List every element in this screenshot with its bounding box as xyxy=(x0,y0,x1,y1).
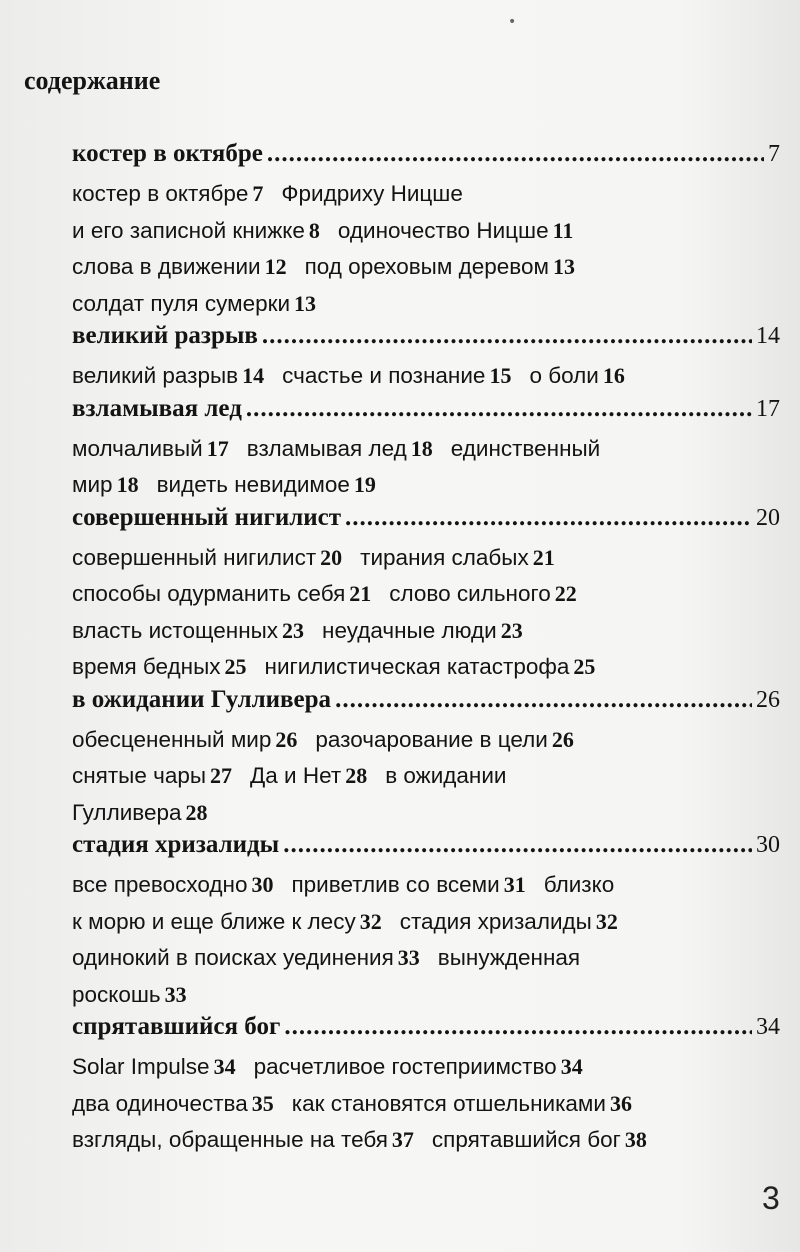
entry-title: расчетливое гостеприимство xyxy=(253,1054,557,1079)
entry-page-number: 21 xyxy=(532,544,555,570)
dot-leader xyxy=(262,322,752,350)
section-page-number: 7 xyxy=(768,141,780,167)
section-title-row xyxy=(72,686,780,722)
entry-page-number: 35 xyxy=(251,1090,274,1116)
entry-page-number: 28 xyxy=(185,799,208,825)
entry-page-number: 34 xyxy=(213,1054,236,1079)
entry-title: Да и Нет xyxy=(250,763,342,788)
entry-title: Solar Impulse xyxy=(72,1054,210,1079)
entry-page-number: 26 xyxy=(275,726,298,752)
entry-title: обесцененный мир xyxy=(72,726,272,752)
entry-title: роскошь xyxy=(72,981,161,1007)
entry-page-number: 31 xyxy=(503,872,526,897)
entry-title: взламывая лед xyxy=(246,435,407,461)
entry-title: о боли xyxy=(529,363,599,388)
entry-page-number: 19 xyxy=(353,472,376,497)
entry-line xyxy=(72,1086,780,1123)
section-title: великий разрыв xyxy=(72,322,258,349)
entry-line xyxy=(72,467,780,504)
dot-leader xyxy=(335,686,752,714)
entry-title: стадия хризалиды xyxy=(399,908,592,934)
entry-title: молчаливый xyxy=(72,435,203,461)
entry-page-number: 38 xyxy=(624,1127,647,1152)
entry-page-number: 7 xyxy=(252,181,264,206)
section-page-number: 30 xyxy=(756,832,780,858)
entry-title: способы одурманить себя xyxy=(72,581,346,606)
entry-page-number: 8 xyxy=(308,217,320,243)
entry-page-number: 28 xyxy=(345,763,368,788)
entry-line xyxy=(72,249,780,286)
section-title-row xyxy=(72,322,780,358)
dot-leader xyxy=(267,140,764,168)
entry-page-number: 23 xyxy=(500,617,523,643)
entry-line xyxy=(72,576,780,613)
entry-title: к морю и еще ближе к лесу xyxy=(72,908,356,934)
entry-title: близко xyxy=(543,872,615,897)
entry-title: тирания слабых xyxy=(360,544,529,570)
entry-line xyxy=(72,977,780,1014)
entry-title: и его записной книжке xyxy=(72,217,305,243)
entry-title: Фридриху Ницше xyxy=(281,181,463,206)
entry-title: два одиночества xyxy=(72,1090,248,1116)
entry-title: костер в октябре xyxy=(72,181,249,206)
entry-page-number: 37 xyxy=(391,1127,414,1152)
section-title-row xyxy=(72,1013,780,1049)
entry-title: одинокий в поисках уединения xyxy=(72,945,394,970)
entry-page-number: 17 xyxy=(206,435,229,461)
entry-line xyxy=(72,213,780,250)
dot-leader xyxy=(283,831,752,859)
entry-page-number: 33 xyxy=(397,945,420,970)
entry-page-number: 25 xyxy=(573,654,596,679)
entry-line xyxy=(72,1049,780,1086)
entry-page-number: 12 xyxy=(264,254,287,279)
stray-mark: • xyxy=(508,14,517,30)
contents-heading: содержание xyxy=(24,66,161,95)
entry-line xyxy=(72,613,780,650)
entry-title: взгляды, обращенные на тебя xyxy=(72,1127,388,1152)
entry-page-number: 32 xyxy=(359,908,382,934)
entry-line xyxy=(72,649,780,686)
entry-title: разочарование в цели xyxy=(315,726,548,752)
entry-line xyxy=(72,358,780,395)
section-title: в ожидании Гулливера xyxy=(72,685,332,713)
section-title: взламывая лед xyxy=(72,394,242,422)
entry-page-number: 13 xyxy=(294,290,317,316)
entry-title: время бедных xyxy=(72,654,221,679)
dot-leader xyxy=(345,504,752,532)
entry-title: видеть невидимое xyxy=(156,472,350,497)
entry-page-number: 21 xyxy=(349,581,372,606)
entry-title: спрятавшийся бог xyxy=(431,1127,621,1152)
section-page-number: 26 xyxy=(756,686,780,713)
entry-line xyxy=(72,940,780,977)
entry-title: приветлив со всеми xyxy=(291,872,500,897)
section-title-row xyxy=(72,831,780,867)
entry-page-number: 13 xyxy=(552,254,575,279)
entry-line xyxy=(72,867,780,904)
entry-line xyxy=(72,286,780,323)
section-title: костер в октябре xyxy=(72,140,263,167)
section-page-number: 34 xyxy=(756,1014,780,1040)
entry-page-number: 22 xyxy=(554,581,577,606)
entry-line xyxy=(72,904,780,941)
entry-title: счастье и познание xyxy=(282,363,486,388)
entry-page-number: 18 xyxy=(410,435,433,461)
entry-line xyxy=(72,1122,780,1159)
section-title-row xyxy=(72,395,780,431)
entry-title: слова в движении xyxy=(72,254,261,279)
section-page-number: 14 xyxy=(756,323,780,349)
entry-page-number: 32 xyxy=(595,908,618,934)
entry-title: мир xyxy=(72,472,113,497)
entry-page-number: 23 xyxy=(282,617,305,643)
entry-page-number: 20 xyxy=(320,544,343,570)
section-title-row xyxy=(72,504,780,540)
entry-page-number: 14 xyxy=(242,363,265,388)
entry-page-number: 11 xyxy=(552,217,574,243)
entry-page-number: 16 xyxy=(602,363,625,388)
entry-line xyxy=(72,795,780,832)
entry-title: власть истощенных xyxy=(72,617,279,643)
entry-title: неудачные люди xyxy=(322,617,497,643)
section-page-number: 17 xyxy=(756,395,780,422)
entry-page-number: 36 xyxy=(609,1090,632,1116)
entry-page-number: 34 xyxy=(560,1054,583,1079)
entry-page-number: 15 xyxy=(489,363,512,388)
dot-leader xyxy=(284,1013,752,1041)
entry-title: слово сильного xyxy=(389,581,551,606)
entry-page-number: 18 xyxy=(116,472,139,497)
entry-line xyxy=(72,540,780,577)
page-number: 3 xyxy=(762,1180,780,1216)
entry-title: Гулливера xyxy=(72,799,182,825)
entry-title: как становятся отшельниками xyxy=(291,1090,606,1116)
entry-title: нигилистическая катастрофа xyxy=(264,654,570,679)
entry-title: солдат пуля сумерки xyxy=(72,290,291,316)
entry-title: единственный xyxy=(450,435,601,461)
section-title: стадия хризалиды xyxy=(72,831,280,858)
entry-title: вынужденная xyxy=(437,945,581,970)
entry-page-number: 30 xyxy=(251,872,274,897)
entry-title: великий разрыв xyxy=(72,363,239,388)
entry-title: все превосходно xyxy=(72,872,248,897)
entry-page-number: 26 xyxy=(551,726,574,752)
section-title: совершенный нигилист xyxy=(72,503,342,531)
entry-title: в ожидании xyxy=(385,763,507,788)
entry-page-number: 33 xyxy=(164,981,187,1007)
entry-line xyxy=(72,722,780,759)
entry-title: под ореховым деревом xyxy=(304,254,549,279)
entry-page-number: 25 xyxy=(224,654,247,679)
section-title: спрятавшийся бог xyxy=(72,1013,281,1040)
entry-line xyxy=(72,431,780,468)
table-of-contents xyxy=(72,140,780,1159)
entry-title: одиночество Ницше xyxy=(337,217,549,243)
entry-line xyxy=(72,758,780,795)
dot-leader xyxy=(246,395,752,423)
section-title-row xyxy=(72,140,780,176)
entry-page-number: 27 xyxy=(210,763,233,788)
entry-title: снятые чары xyxy=(72,763,207,788)
entry-line xyxy=(72,176,780,213)
section-page-number: 20 xyxy=(756,504,780,531)
entry-title: совершенный нигилист xyxy=(72,544,317,570)
